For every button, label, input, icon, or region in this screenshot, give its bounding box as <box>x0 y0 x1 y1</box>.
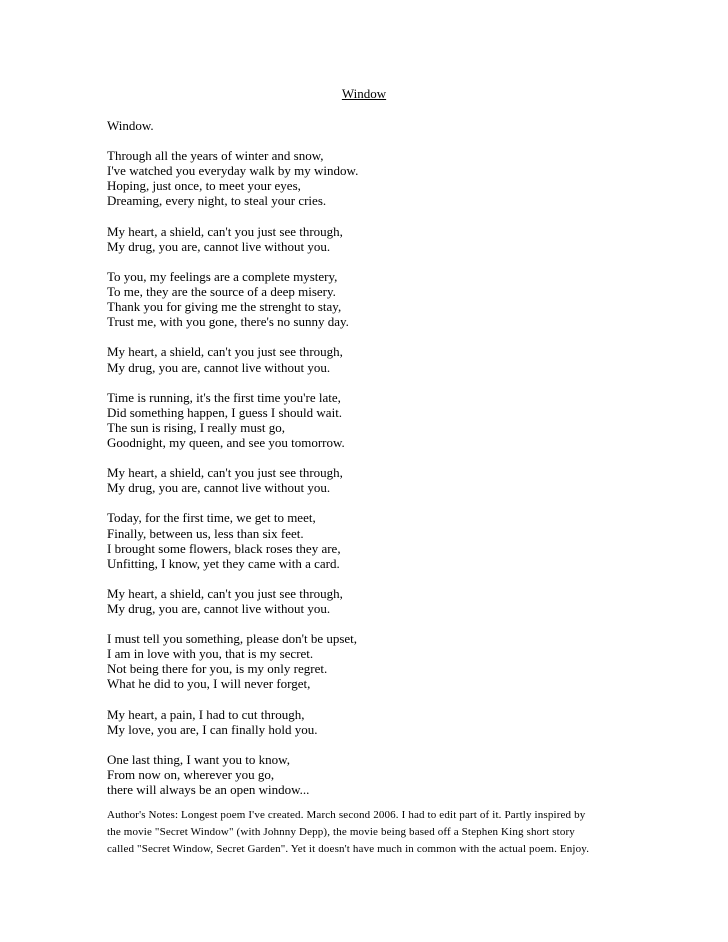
poem-stanza <box>107 752 667 797</box>
poem-line: Today, for the first time, we get to meet, <box>107 510 316 526</box>
poem-stanza <box>107 707 667 737</box>
poem-body <box>107 118 667 797</box>
poem-line: My heart, a shield, can't you just see through, <box>107 465 343 481</box>
authors-notes-line: called "Secret Window, Secret Garden". Yet it doesn't have much in common with the actual poem. Enjoy. <box>107 843 590 855</box>
poem-line: My heart, a shield, can't you just see through, <box>107 585 343 601</box>
poem-line: From now on, wherever you go, <box>107 767 275 783</box>
poem-line: My drug, you are, cannot live without you. <box>107 480 331 496</box>
poem-stanza <box>107 631 667 691</box>
poem-line: I am in love with you, that is my secret. <box>107 646 314 662</box>
poem-line: Trust me, with you gone, there's no sunny day. <box>107 314 349 330</box>
page-title: Window <box>341 86 387 101</box>
poem-line: My heart, a shield, can't you just see through, <box>107 344 343 360</box>
poem-line: One last thing, I want you to know, <box>107 751 290 767</box>
poem-line: Time is running, it's the first time you're late, <box>107 389 341 405</box>
poem-line: My love, you are, I can finally hold you. <box>107 721 318 737</box>
poem-stanza <box>107 344 667 374</box>
poem-line: I must tell you something, please don't be upset, <box>107 631 358 647</box>
poem-line: Dreaming, every night, to steal your cries. <box>107 193 327 209</box>
poem-line: What he did to you, I will never forget, <box>107 676 311 692</box>
poem-line: The sun is rising, I really must go, <box>107 419 286 435</box>
poem-line: Window. <box>107 118 154 133</box>
poem-line: Finally, between us, less than six feet. <box>107 525 304 541</box>
authors-notes-line: the movie "Secret Window" (with Johnny Depp), the movie being based off a Stephen King short story <box>107 826 575 838</box>
poem-line: Not being there for you, is my only regret. <box>107 661 328 677</box>
poem-line: Thank you for giving me the strenght to stay, <box>107 299 342 315</box>
poem-line: My heart, a shield, can't you just see through, <box>107 223 343 239</box>
poem-stanza <box>107 390 667 450</box>
authors-notes <box>107 807 627 858</box>
poem-stanza <box>107 586 667 616</box>
poem-line: I brought some flowers, black roses they are, <box>107 540 341 556</box>
poem-line: My heart, a pain, I had to cut through, <box>107 706 305 722</box>
poem-stanza <box>107 269 667 329</box>
poem-line: My drug, you are, cannot live without you. <box>107 601 331 616</box>
poem-line: To you, my feelings are a complete mystery, <box>107 268 338 284</box>
authors-notes-line: Author's Notes: Longest poem I've created. March second 2006. I had to edit part of it. Partly inspired by <box>107 809 586 821</box>
poem-line: I've watched you everyday walk by my window. <box>107 163 359 179</box>
poem-line: Through all the years of winter and snow, <box>107 148 324 164</box>
poem-line: Goodnight, my queen, and see you tomorrow. <box>107 434 345 450</box>
poem-line: My drug, you are, cannot live without you. <box>107 359 331 375</box>
poem-stanza <box>107 224 667 254</box>
poem-line: Unfitting, I know, yet they came with a card. <box>107 555 340 571</box>
poem-line: there will always be an open window... <box>107 782 310 798</box>
poem-line: Did something happen, I guess I should wait. <box>107 404 343 420</box>
poem-stanza <box>107 148 667 208</box>
poem-stanza <box>107 465 667 495</box>
poem-line: My drug, you are, cannot live without you. <box>107 238 331 254</box>
poem-line: To me, they are the source of a deep misery. <box>107 284 336 300</box>
poem-stanza <box>107 510 667 570</box>
poem-line: Hoping, just once, to meet your eyes, <box>107 178 301 194</box>
poem-stanza <box>107 118 667 133</box>
